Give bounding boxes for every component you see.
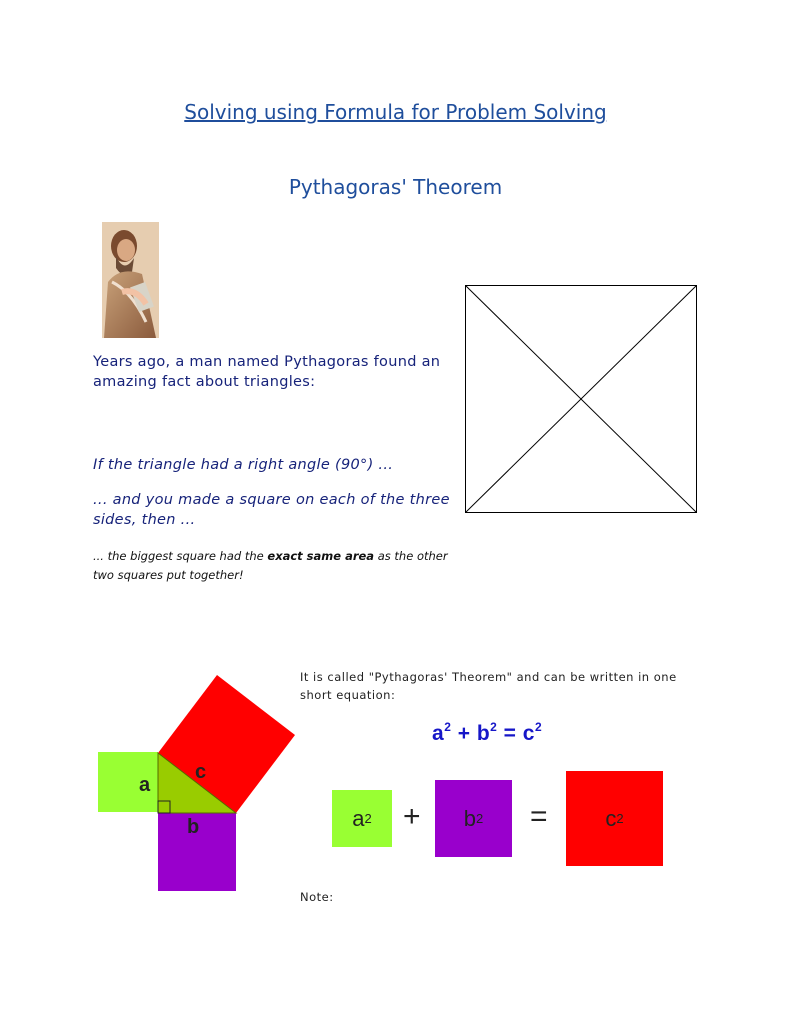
note-bold: exact same area	[267, 549, 375, 563]
biggest-square-note	[93, 547, 463, 585]
sq-c-exp: 2	[616, 811, 624, 826]
pythagoras-portrait-image	[102, 222, 159, 338]
label-a: a	[139, 774, 151, 796]
page-subtitle: Pythagoras' Theorem	[288, 175, 503, 199]
intro-text: Years ago, a man named Pythagoras found an amazing fact about triangles:	[93, 354, 441, 390]
page-title[interactable]: Solving using Formula for Problem Solving	[184, 100, 607, 124]
pythagoras-equation	[432, 720, 542, 746]
label-c: c	[195, 761, 207, 783]
theorem-description: It is called "Pythagoras' Theorem" and can be written in one short equation:	[300, 670, 677, 702]
eq-b: b	[476, 722, 491, 745]
eq-plus: +	[451, 722, 477, 745]
italic-line-squares: ... and you made a square on each of the three sides, then ...	[93, 492, 450, 528]
square-c2	[566, 771, 663, 866]
sq-b-exp: 2	[476, 811, 484, 826]
plus-sign: +	[403, 800, 421, 833]
label-b: b	[187, 816, 200, 838]
eq-a: a	[432, 722, 445, 745]
pythagoras-triangle-diagram	[95, 670, 305, 900]
eq-a-exp: 2	[444, 720, 452, 734]
sq-c-label: c	[605, 805, 617, 831]
image-placeholder-box	[465, 285, 697, 513]
note-pre: ... the biggest square had the	[93, 549, 268, 563]
sq-a-exp: 2	[364, 811, 372, 826]
note-label: Note:	[300, 890, 334, 904]
italic-line-right-angle: If the triangle had a right angle (90°) ...	[93, 457, 394, 473]
eq-c: c	[522, 722, 535, 745]
square-a2	[332, 790, 392, 847]
eq-equals: =	[497, 722, 523, 745]
sq-b-label: b	[463, 805, 476, 831]
eq-b-exp: 2	[490, 720, 498, 734]
square-b2	[435, 780, 512, 857]
eq-c-exp: 2	[534, 720, 543, 734]
sq-a-label: a	[352, 805, 365, 831]
equals-sign: =	[530, 800, 548, 833]
note-post: as the other two squares put together!	[93, 549, 448, 582]
